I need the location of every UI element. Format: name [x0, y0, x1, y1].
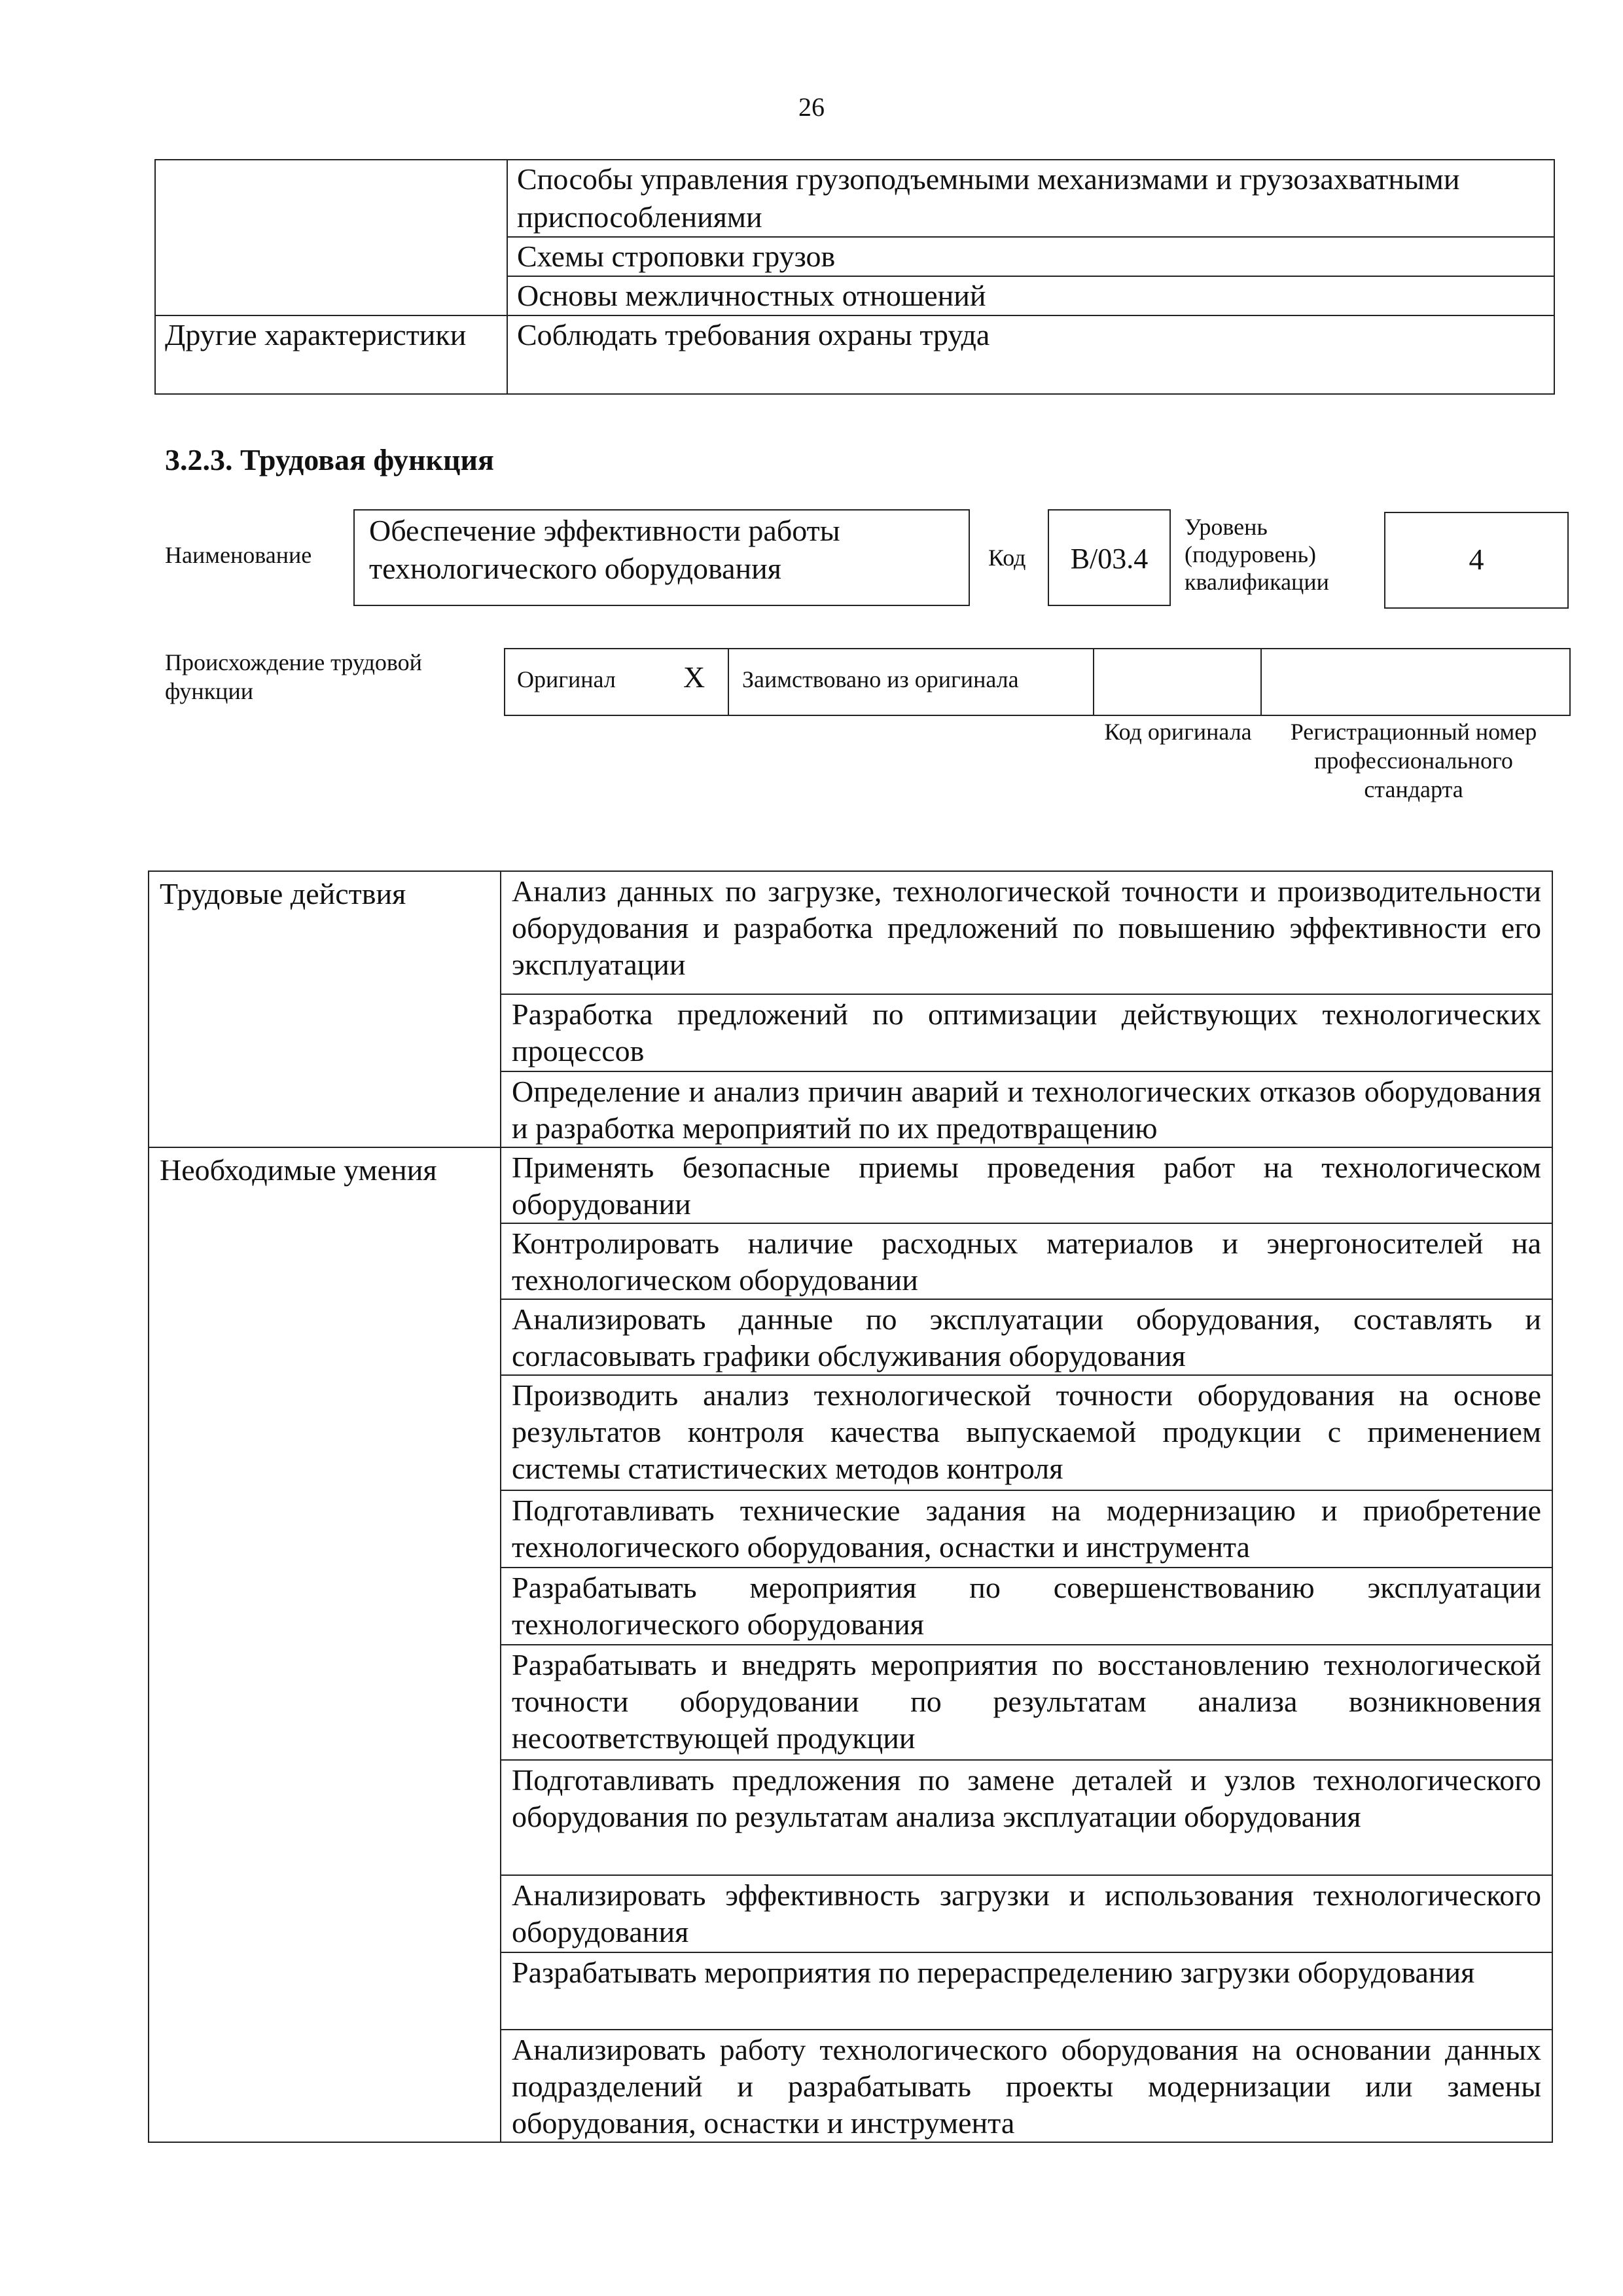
knowledge-item: Основы межличностных отношений — [507, 276, 1554, 315]
skill-item: Анализировать данные по эксплуатации оборудования, составлять и согласовывать графики обслуживания оборудования — [501, 1299, 1552, 1375]
origin-row — [504, 648, 1571, 716]
code-box — [1048, 509, 1171, 606]
level-box — [1384, 512, 1569, 609]
action-item: Определение и анализ причин аварий и технологических отказов оборудования и разработка мероприятий по их предотвращению — [501, 1071, 1552, 1147]
level-label: Уровень (подуровень) квалификации — [1185, 514, 1329, 595]
knowledge-item: Способы управления грузоподъемными механизмами и грузозахватными приспособлениями — [507, 160, 1554, 237]
origin-divider — [1093, 648, 1094, 715]
actions-label: Трудовые действия — [149, 871, 501, 1147]
section-title: 3.2.3. Трудовая функция — [165, 443, 494, 476]
skill-item: Производить анализ технологической точности оборудования на основе результатов контроля качества выпускаемой продукции с применением системы статистических методов контроля — [501, 1375, 1552, 1490]
skill-item: Подготавливать технические задания на модернизацию и приобретение технологического оборудования, оснастки и инструмента — [501, 1490, 1552, 1568]
origin-divider — [1260, 648, 1262, 715]
function-name-value: Обеспечение эффективности работы технологического оборудования — [369, 514, 840, 585]
original-label: Оригинал — [517, 666, 616, 692]
skill-item: Разрабатывать мероприятия по совершенствованию эксплуатации технологического оборудования — [501, 1568, 1552, 1645]
origin-label: Происхождение трудовой функции — [165, 649, 422, 704]
original-mark: X — [683, 660, 705, 694]
name-label: Наименование — [165, 542, 312, 568]
function-details-table — [148, 870, 1553, 2143]
borrowed-label: Заимствовано из оригинала — [742, 666, 1019, 692]
skill-item: Применять безопасные приемы проведения работ на технологическом оборудовании — [501, 1147, 1552, 1223]
page-number: 26 — [798, 92, 825, 122]
skill-item: Разрабатывать мероприятия по перераспределению загрузки оборудования — [501, 1952, 1552, 2030]
other-characteristics-label: Другие характеристики — [155, 315, 507, 394]
skill-item: Анализировать работу технологического оборудования на основании данных подразделений и разрабатывать проекты модернизации или замены оборудования, оснастки и инструмента — [501, 2030, 1552, 2142]
level-value: 4 — [1469, 543, 1484, 576]
code-label: Код — [988, 545, 1026, 571]
skill-item: Анализировать эффективность загрузки и использования технологического оборудования — [501, 1875, 1552, 1952]
action-item: Разработка предложений по оптимизации действующих технологических процессов — [501, 994, 1552, 1071]
skill-item: Разрабатывать и внедрять мероприятия по восстановлению технологической точности оборудовании по результатам анализа возникновения несоответствующей продукции — [501, 1645, 1552, 1760]
skill-item: Подготавливать предложения по замене деталей и узлов технологического оборудования по результатам анализа эксплуатации оборудования — [501, 1760, 1552, 1875]
function-name-box — [353, 509, 970, 606]
skills-label: Необходимые умения — [149, 1147, 501, 2142]
skill-item: Контролировать наличие расходных материалов и энергоносителей на технологическом оборудовании — [501, 1223, 1552, 1299]
origin-divider — [728, 648, 729, 715]
other-characteristics-value: Соблюдать требования охраны труда — [507, 315, 1554, 394]
knowledge-item: Схемы строповки грузов — [507, 237, 1554, 276]
code-original-caption: Код оригинала — [1104, 719, 1252, 745]
reg-number-caption: Регистрационный номер профессионального стандарта — [1290, 719, 1537, 802]
code-value: B/03.4 — [1070, 543, 1149, 575]
knowledge-table — [154, 159, 1555, 395]
empty-label-cell — [155, 160, 507, 315]
action-item: Анализ данных по загрузке, технологической точности и производительности оборудования и разработка предложений по повышению эффективности его эксплуатации — [501, 871, 1552, 994]
